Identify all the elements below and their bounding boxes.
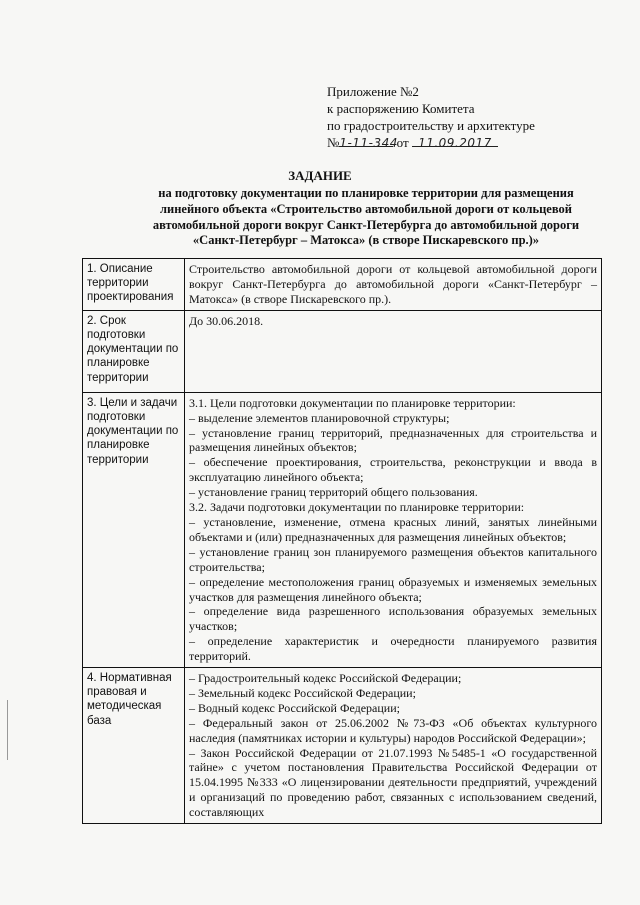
content-line: – определение вида разрешенного использования образуемых земельных участков; (189, 604, 597, 634)
handwritten-date: 11.09.2017 (418, 136, 492, 150)
content-line: – Водный кодекс Российской Федерации; (189, 700, 400, 715)
date-prefix: от (396, 135, 409, 150)
appendix-line-2: к распоряжению Комитета (327, 101, 475, 116)
number-field (339, 134, 398, 150)
appendix-header (327, 83, 607, 151)
row-label: 3. Цели и задачи подготовки документации по планировке территории (83, 392, 185, 667)
content-line: – Градостроительный кодекс Российской Федерации; (189, 671, 462, 686)
row-label: 2. Срок подготовки документации по планировке территории (83, 310, 185, 392)
document-subtitle (126, 186, 606, 249)
handwritten-number: 1-11-344 (339, 136, 398, 150)
content-line: – установление границ территорий, предназначенных для строительства и размещения линейных объектов; (189, 425, 597, 455)
appendix-line-1: Приложение №2 (327, 84, 419, 99)
document-title: ЗАДАНИЕ (288, 168, 352, 183)
scan-artifact (7, 700, 8, 760)
date-field (412, 134, 498, 150)
row-content (185, 392, 602, 667)
subtitle-line: на подготовку документации по планировке территории для размещения (158, 186, 574, 200)
number-prefix: № (327, 135, 340, 150)
table-row (83, 259, 602, 311)
row-label: 1. Описание территории проектирования (83, 259, 185, 311)
content-line: – Закон Российской Федерации от 21.07.1993 №5485-1 «О государственной тайне» с учетом постановления Правительства Российской Федерации от 15.04.1995 №333 «О лицензировании деятельности предприятий, учреждений и организаций по проведению работ, связанных с использованием сведений, составляющих (189, 745, 597, 820)
subtitle-line: «Санкт-Петербург – Матокса» (в створе Пискаревского пр.)» (192, 233, 540, 248)
table-row (83, 392, 602, 667)
table-row (83, 310, 602, 392)
content-line: – установление границ территорий общего пользования. (189, 485, 478, 500)
content-line: – выделение элементов планировочной структуры; (189, 410, 450, 425)
content-line: – Федеральный закон от 25.06.2002 №73-ФЗ «Об объектах культурного наследия (памятниках истории и культуры) народов Российской Федерации»; (189, 715, 597, 745)
content-line: Строительство автомобильной дороги от кольцевой автомобильной дороги вокруг Санкт-Петербурга до автомобильной дороги «Санкт-Петербург – Матокса» (в створе Пискаревского пр.). (189, 262, 597, 306)
content-line: 3.1. Цели подготовки документации по планировке территории: (189, 395, 516, 410)
task-table (82, 258, 602, 824)
content-line: – обеспечение проектирования, строительства, реконструкции и ввода в эксплуатацию линейного объекта; (189, 455, 597, 485)
subtitle-line: линейного объекта «Строительство автомобильной дороги от кольцевой (160, 201, 572, 216)
content-line: 3.2. Задачи подготовки документации по планировке территории: (189, 500, 525, 515)
row-content (185, 310, 602, 392)
appendix-line-3: по градостроительству и архитектуре (327, 118, 535, 133)
row-label: 4. Нормативная правовая и методическая база (83, 668, 185, 824)
table-row (83, 668, 602, 824)
subtitle-line: автомобильной дороги вокруг Санкт-Петербурга до автомобильной дороги (152, 217, 580, 232)
content-line: – установление, изменение, отмена красных линий, занятых линейными объектами и (или) предназначенных для размещения линейных объектов; (189, 514, 597, 544)
content-line: До 30.06.2018. (189, 313, 264, 328)
row-content (185, 259, 602, 311)
content-line: – определение характеристик и очередности планируемого развития территорий. (189, 634, 597, 664)
row-content (185, 668, 602, 824)
content-line: – установление границ зон планируемого размещения объектов капитального строительства; (189, 544, 597, 574)
appendix-number-date (327, 134, 607, 151)
content-line: – Земельный кодекс Российской Федерации; (189, 685, 416, 700)
content-line: – определение местоположения границ образуемых и изменяемых земельных участков для размещения линейного объекта; (189, 574, 597, 604)
